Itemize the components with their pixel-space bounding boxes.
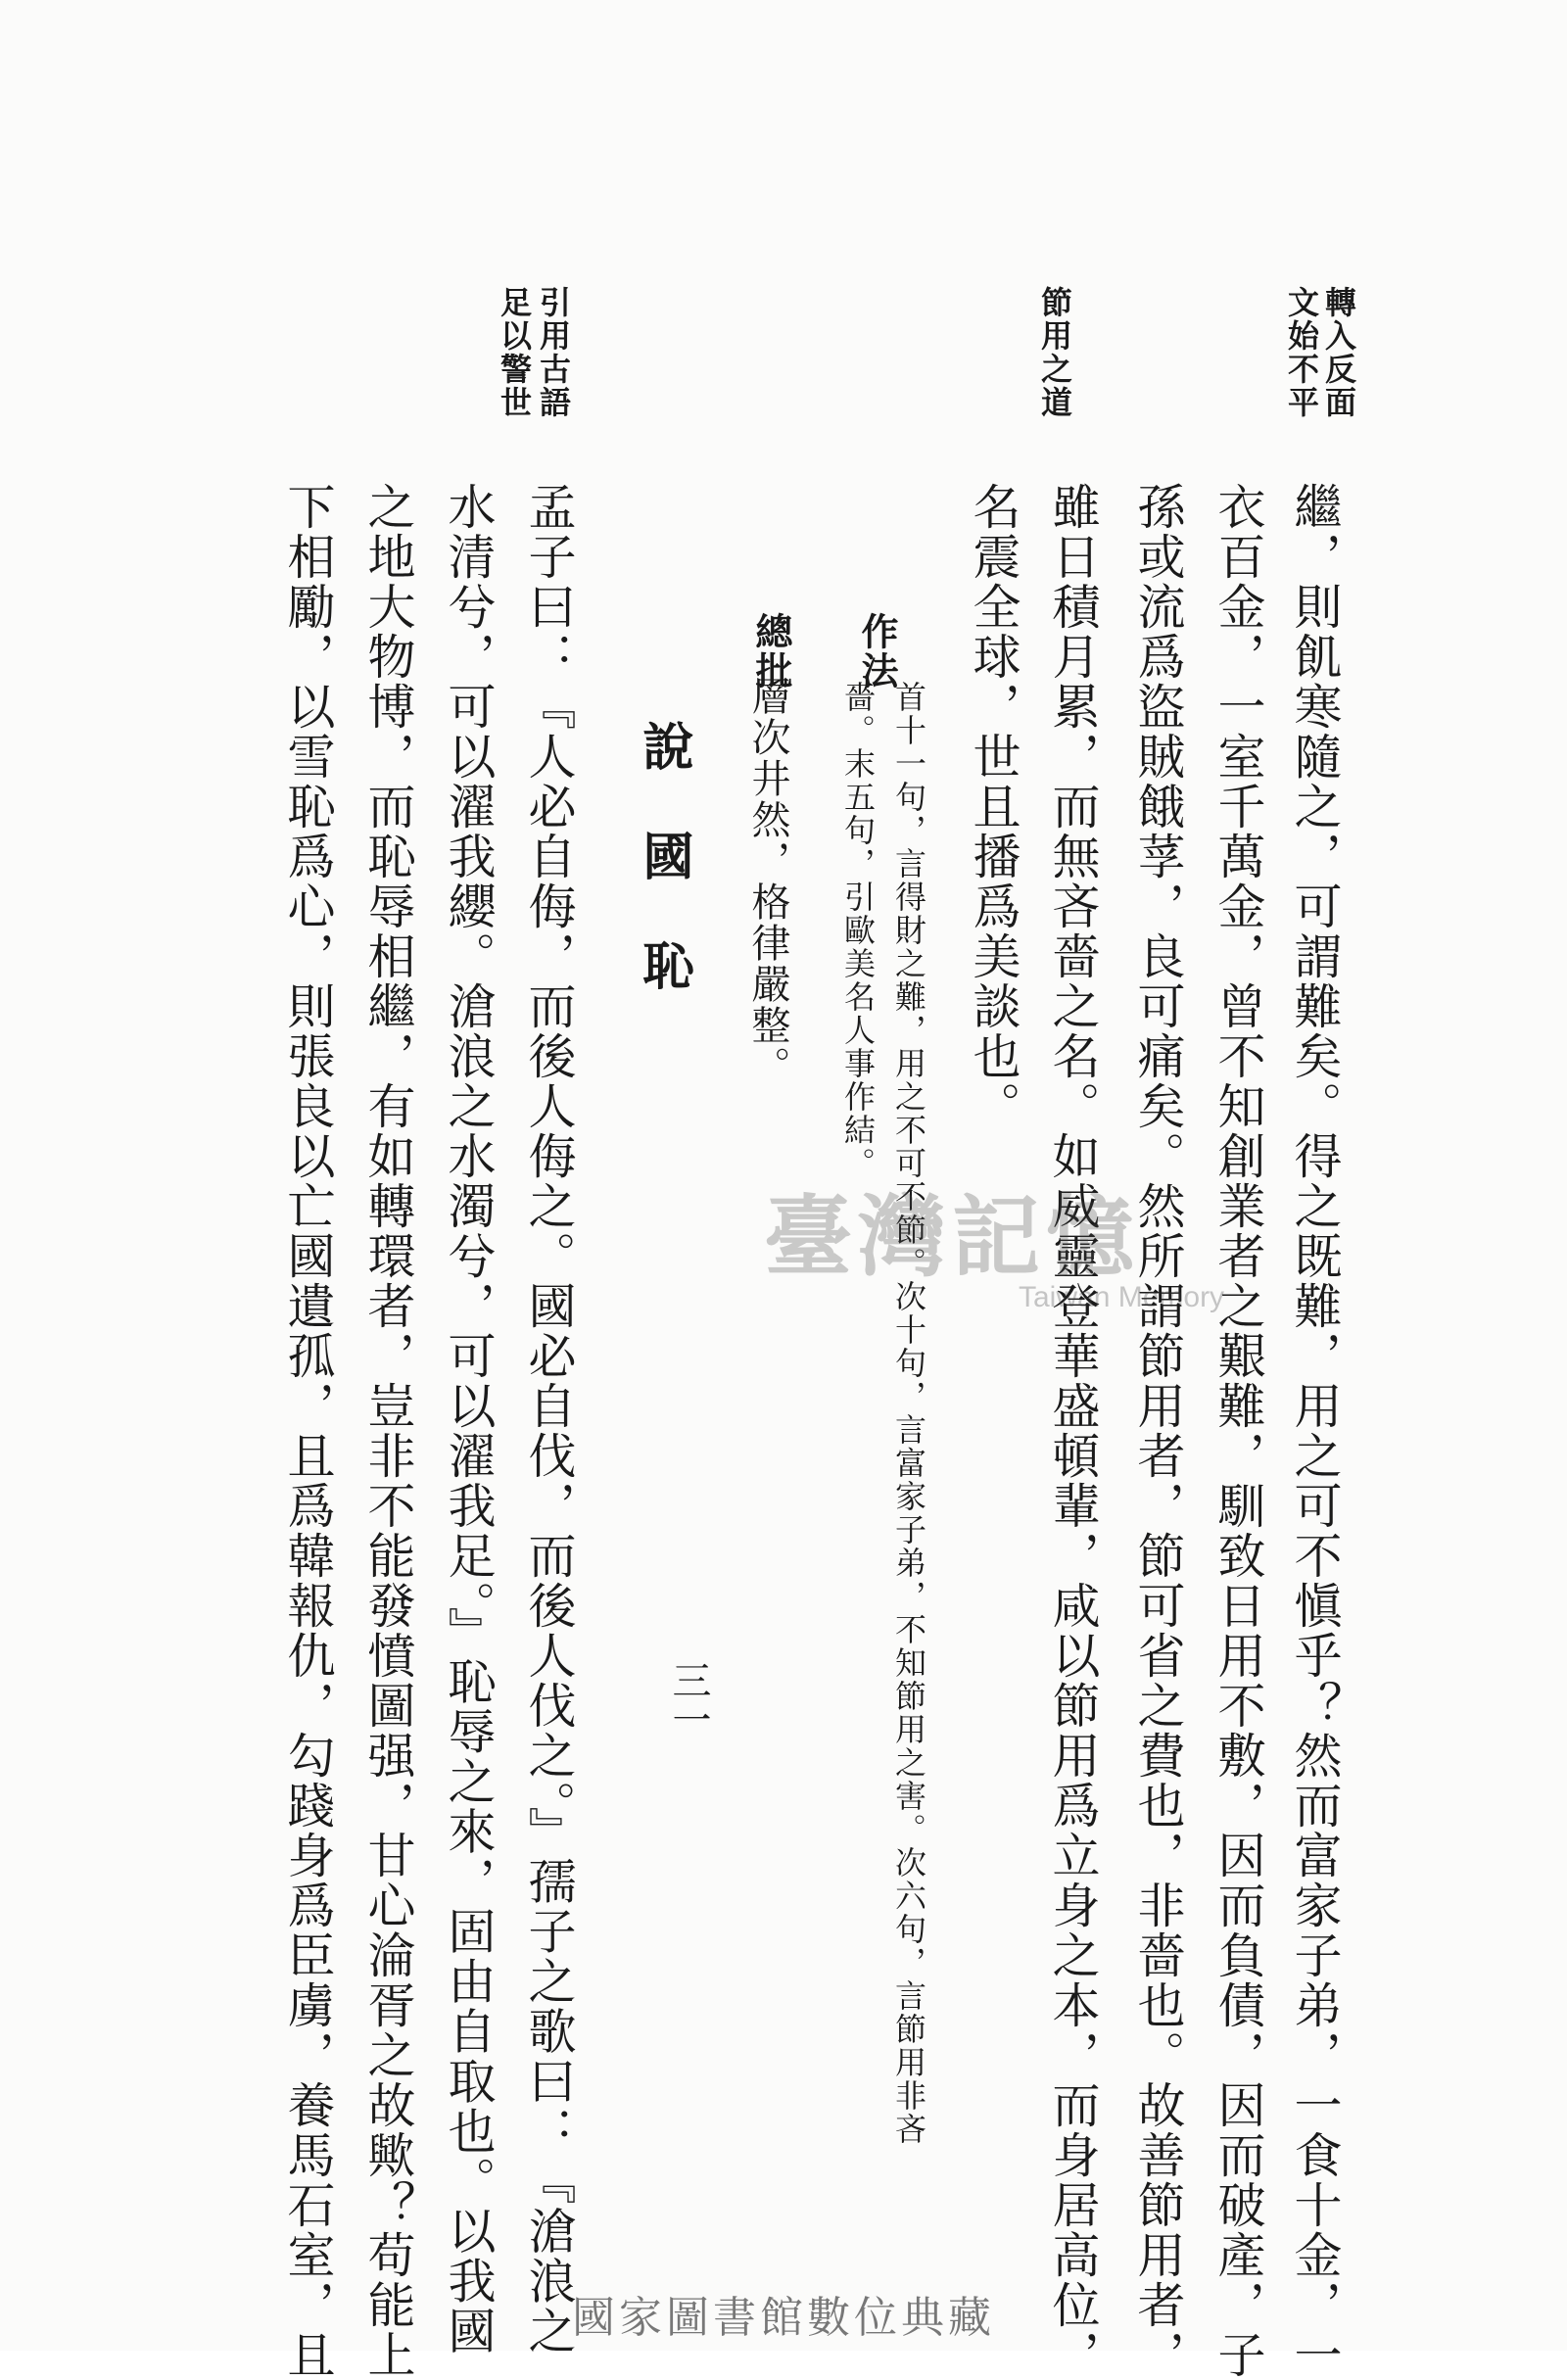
margin-note-1-line-2: 文始不平 [1283, 286, 1320, 419]
previous-essay-line-4: 雖日積月累，而無吝嗇之名。如威靈登華盛頓輩，咸以節用爲立身之本，而身居高位， [1045, 482, 1101, 2380]
previous-essay-line-1: 繼，則飢寒隨之，可謂難矣。得之既難，用之可不愼乎？然而富家子弟，一食十金，一 [1287, 482, 1343, 2380]
previous-essay-line-5: 名震全球，世且播爲美談也。 [966, 482, 1021, 1131]
summary-text: 層次井然，格律嚴整。 [745, 676, 790, 1087]
method-label: 作法 [855, 612, 899, 690]
essay-line-4: 下相勵，以雪恥爲心，則張良以亡國遺孤，且爲韓報仇，勾踐身爲臣虜，養馬石室，且 [280, 482, 336, 2380]
essay-title: 說國恥 [634, 720, 693, 1049]
watermark-chinese: 臺灣記憶 [764, 1185, 1140, 1289]
margin-note-3-line-2: 足以警世 [496, 286, 533, 419]
summary-label: 總批 [749, 612, 793, 690]
taiwan-memory-watermark [764, 1166, 1273, 1322]
essay-line-2: 水清兮，可以濯我纓。滄浪之水濁兮，可以濯我足。』恥辱之來，固由自取也。以我國 [441, 482, 497, 2356]
essay-line-3: 之地大物博，而恥辱相繼，有如轉環者，豈非不能發憤圖强，甘心淪胥之故歟？苟能上 [360, 482, 416, 2380]
previous-essay-line-3: 孫或流爲盜賊餓莩，良可痛矣。然所謂節用者，節可省之費也，非嗇也。故善節用者， [1130, 482, 1186, 2380]
watermark-english: Taiwan Memory [1019, 1281, 1225, 1313]
footer-attribution: 國家圖書館數位典藏 [572, 2293, 995, 2343]
method-text-line-2: 嗇。末五句，引歐美名人事作結。 [839, 681, 877, 1180]
method-text-line-1: 首十一句，言得財之難，用之不可不節。次十句，言富家子弟，不知節用之害。次六句，言節用非吝 [890, 681, 927, 2146]
margin-note-1-line-1: 轉入反面 [1320, 286, 1357, 419]
page-number: 三一 [666, 1660, 711, 1738]
margin-note-2: 節用之道 [1036, 286, 1073, 419]
margin-note-3-line-1: 引用古語 [535, 286, 572, 419]
essay-line-1: 孟子曰：『人必自侮，而後人侮之。國必自伐，而後人伐之。』孺子之歌曰：『滄浪之 [521, 482, 577, 2356]
previous-essay-line-2: 衣百金，一室千萬金，曾不知創業者之艱難，馴致日用不敷，因而負債，因而破產，子 [1211, 482, 1266, 2380]
